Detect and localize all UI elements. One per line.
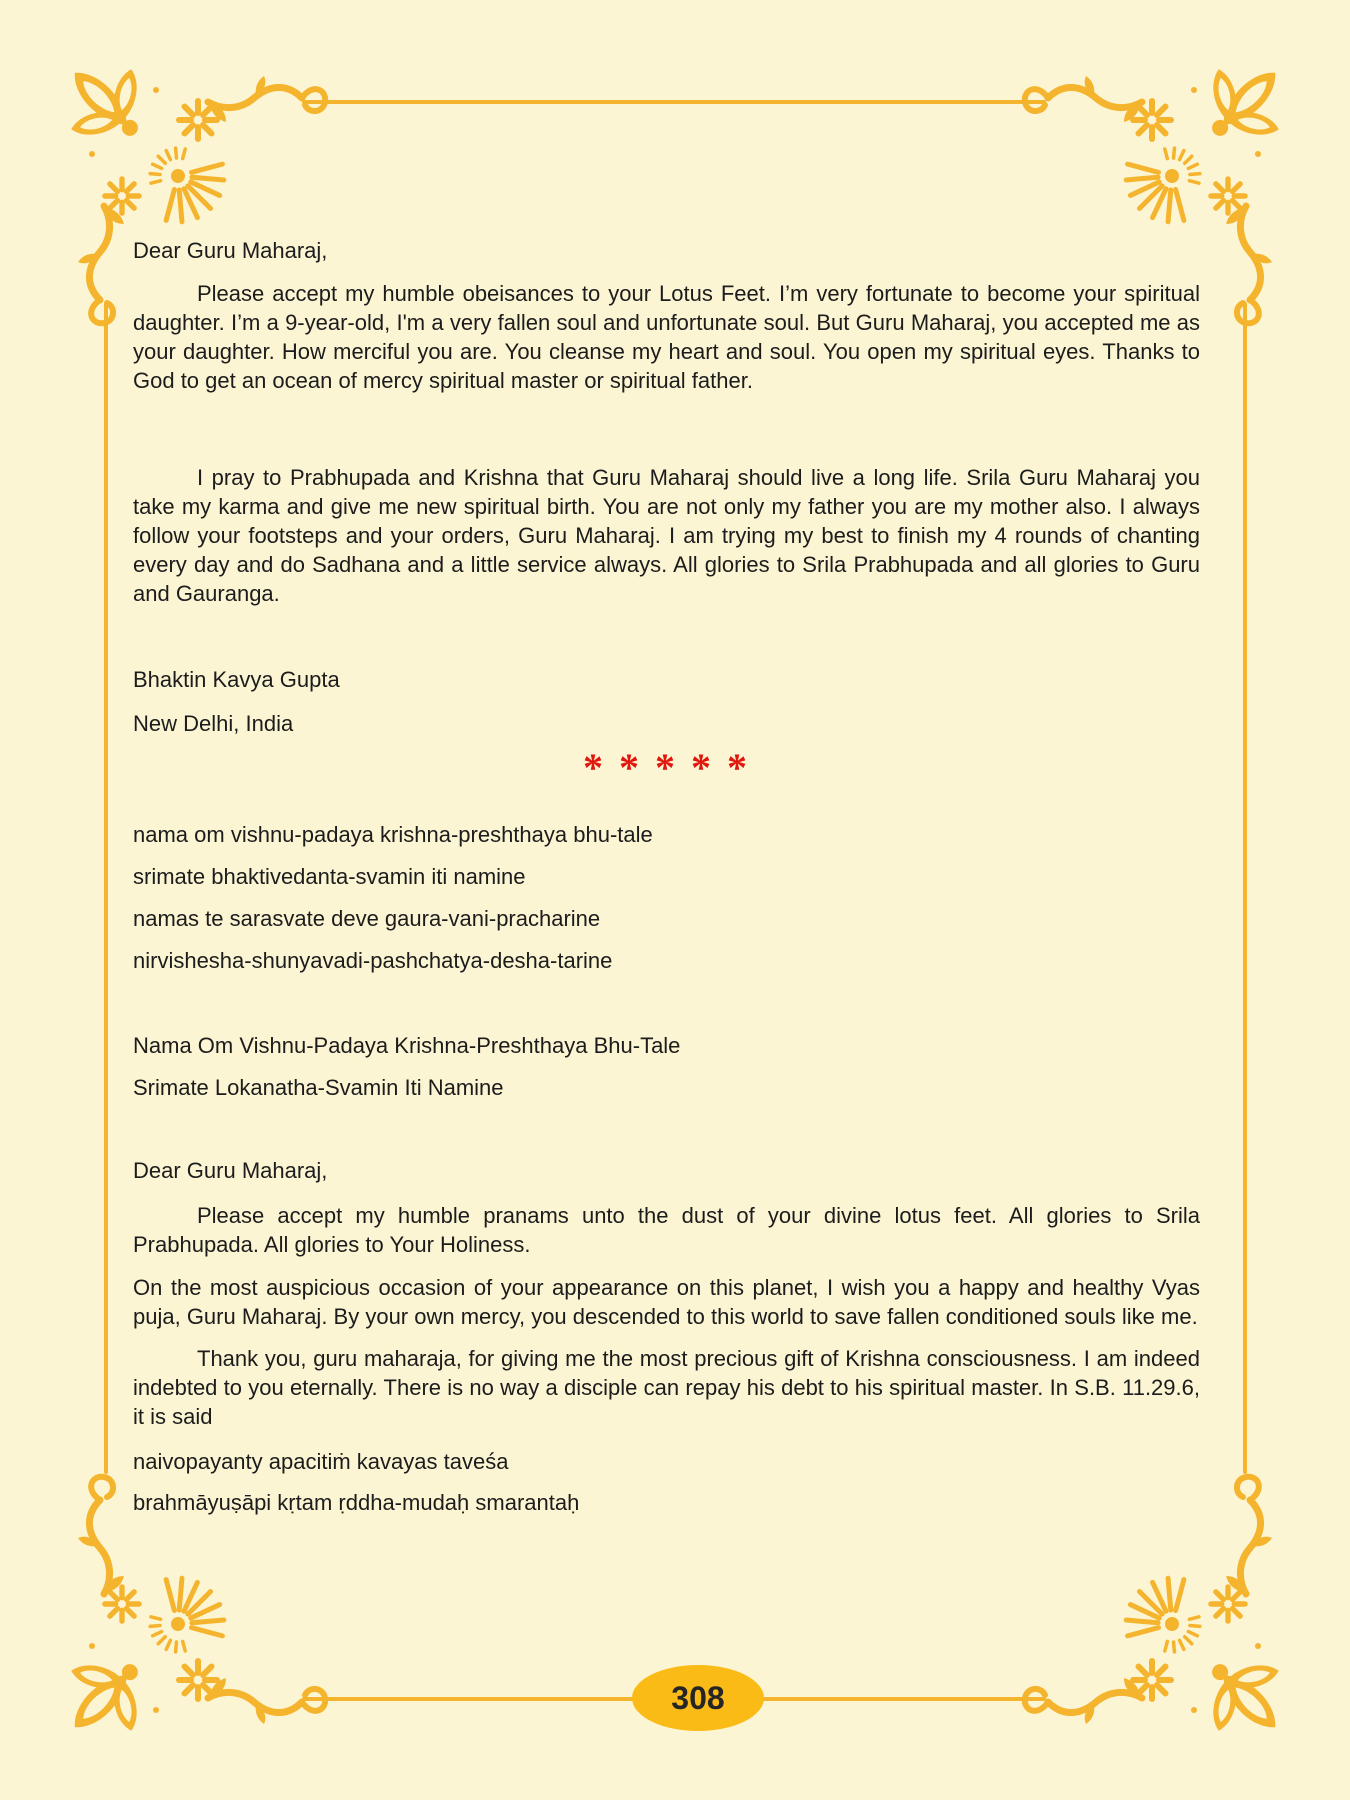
- guru-mantra: [133, 1031, 1200, 1102]
- letter2-paragraph: On the most auspicious occasion of your appearance on this planet, I wish you a happy and healthy Vyas puja, Guru Maharaj. By your own mercy, you descended to this world to save fallen conditioned souls like me.: [133, 1275, 1200, 1329]
- letter1-paragraph: I pray to Prabhupada and Krishna that Guru Maharaj should live a long life. Srila Guru Maharaj you take my karma and give me new spiritual birth. You are not only my father you are my mother also. I always follow your footsteps and your orders, Guru Maharaj. I am trying my best to finish my 4 rounds of chanting every day and do Sadhana and a little service always. All glories to Srila Prabhupada and all glories to Guru and Gauranga.: [133, 465, 1200, 606]
- mantra-line: namas te sarasvate deve gaura-vani-pracharine: [133, 906, 601, 931]
- verse-line: naivopayanty apacitiṁ kavayas taveśa: [133, 1449, 509, 1474]
- mantra-line: Srimate Lokanatha-Svamin Iti Namine: [133, 1075, 504, 1100]
- page-number: 308: [671, 1679, 725, 1716]
- mantra-line: Nama Om Vishnu-Padaya Krishna-Preshthaya Bhu-Tale: [133, 1033, 681, 1058]
- letter1-salutation: Dear Guru Maharaj,: [133, 238, 328, 263]
- border-line-right: [1243, 302, 1247, 1474]
- border-line-left: [104, 302, 108, 1474]
- scripture-verse: [133, 1447, 1200, 1517]
- letter2-salutation: Dear Guru Maharaj,: [133, 1158, 328, 1183]
- page-number-badge: [632, 1665, 764, 1731]
- letter1-paragraph: Please accept my humble obeisances to your Lotus Feet. I’m very fortunate to become your spiritual daughter. I’m a 9-year-old, I'm a very fallen soul and unfortunate soul. But Guru Maharaj, you accepted me as your daughter. How merciful you are. You cleanse my heart and soul. You open my spiritual eyes. Thanks to God to get an ocean of mercy spiritual master or spiritual father.: [133, 281, 1200, 393]
- page-text-column: [133, 236, 1200, 1529]
- letter1-signature-name: Bhaktin Kavya Gupta: [133, 667, 340, 692]
- letter1-signature-place: New Delhi, India: [133, 711, 294, 736]
- border-line-top: [302, 100, 1046, 104]
- section-separator-asterisks: * * * * *: [583, 745, 750, 790]
- verse-line: brahmāyuṣāpi kṛtam ṛddha-mudaḥ smarantaḥ: [133, 1490, 580, 1515]
- letter2-paragraph: Please accept my humble pranams unto the dust of your divine lotus feet. All glories to Srila Prabhupada. All glories to Your Holiness.: [133, 1203, 1200, 1257]
- mantra-line: nirvishesha-shunyavadi-pashchatya-desha-tarine: [133, 948, 613, 973]
- pranama-mantra: [133, 820, 1200, 975]
- mantra-line: srimate bhaktivedanta-svamin iti namine: [133, 864, 526, 889]
- letter2-paragraph: Thank you, guru maharaja, for giving me the most precious gift of Krishna consciousness. I am indeed indebted to you eternally. There is no way a disciple can repay his debt to his spiritual master. In S.B. 11.29.6, it is said: [133, 1346, 1200, 1429]
- mantra-line: nama om vishnu-padaya krishna-preshthaya bhu-tale: [133, 822, 653, 847]
